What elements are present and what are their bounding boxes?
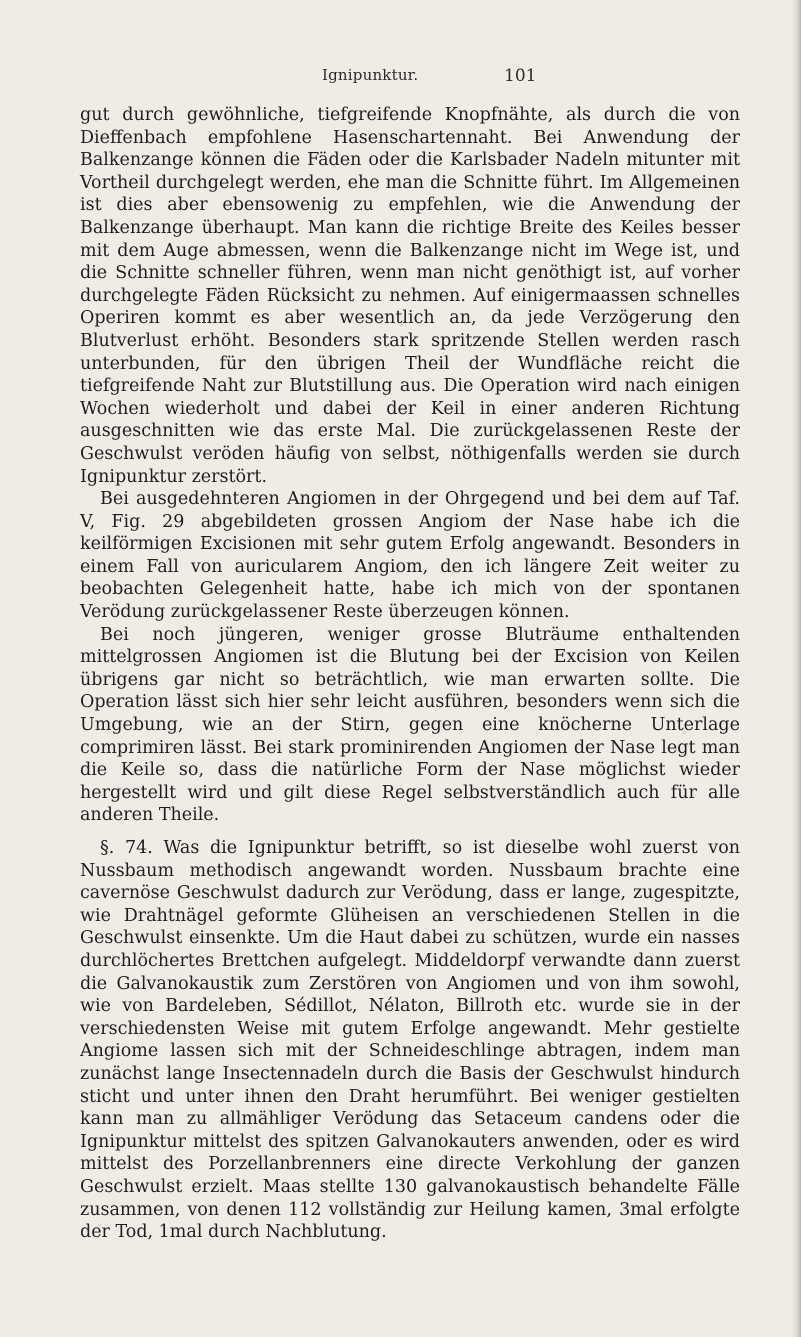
paragraph-young-angiomas: Bei noch jüngeren, weniger grosse Bluträume enthaltenden mittelgrossen Angiomen ist die Blutung bei der Excision von Keilen übrigens gar nicht so beträchtlich, wie man erwarten sollte. Die Operation lässt sich hier sehr leicht ausführen, besonders wenn sich die Umgebung, wie an der Stirn, gegen eine knöcherne Unterlage comprimiren lässt. Bei stark prominirenden Angiomen der Nase legt man die Keile so, dass die natürliche Form der Nase möglichst wieder hergestellt wird und gilt diese Regel selbstverständlich auch für alle anderen Theile. <box>80 624 740 826</box>
paragraph-auricular-angioma: Bei ausgedehnteren Angiomen in der Ohrgegend und bei dem auf Taf. V, Fig. 29 abgebildeten grossen Angiom der Nase habe ich die keilförmigen Excisionen mit sehr gutem Erfolg angewandt. Besonders in einem Fall von auricularem Angiom, den ich längere Zeit weiter zu beobachten Gelegenheit hatte, habe ich mich von der spontanen Verödung zurückgelassener Reste überzeugen können. <box>80 489 740 623</box>
page-edge-shadow <box>791 0 801 1337</box>
body-text <box>80 104 740 1244</box>
paragraph-continued: gut durch gewöhnliche, tiefgreifende Knopfnähte, als durch die von Dieffenbach empfohlene Hasenschartennaht. Bei Anwendung der Balkenzange können die Fäden oder die Karlsbader Nadeln mitunter mit Vortheil durchgelegt werden, ehe man die Schnitte führt. Im Allgemeinen ist dies aber ebensowenig zu empfehlen, wie die Anwendung der Balkenzange überhaupt. Man kann die richtige Breite des Keiles besser mit dem Auge abmessen, wenn die Balkenzange nicht im Wege ist, und die Schnitte schneller führen, wenn man nicht genöthigt ist, auf vorher durchgelegte Fäden Rücksicht zu nehmen. Auf einigermaassen schnelles Operiren kommt es aber wesentlich an, da jede Verzögerung den Blutverlust erhöht. Besonders stark spritzende Stellen werden rasch unterbunden, für den übrigen Theil der Wundfläche reicht die tiefgreifende Naht zur Blutstillung aus. Die Operation wird nach einigen Wochen wiederholt und dabei der Keil in einer anderen Richtung ausgeschnitten wie das erste Mal. Die zurückgelassenen Reste der Geschwulst veröden häufig von selbst, nöthigenfalls werden sie durch Ignipunktur zerstört. <box>80 105 740 487</box>
running-title: Ignipunktur. <box>322 66 419 84</box>
page-number: 101 <box>504 66 537 86</box>
paragraph-section-74: §. 74. Was die Ignipunktur betrifft, so ist dieselbe wohl zuerst von Nussbaum methodisch angewandt worden. Nussbaum brachte eine cavernöse Geschwulst dadurch zur Verödung, dass er lange, zugespitzte, wie Drahtnägel geformte Glüheisen an verschiedenen Stellen in die Geschwulst einsenkte. Um die Haut dabei zu schützen, wurde ein nasses durchlöchertes Brettchen aufgelegt. Middeldorpf verwandte dann zuerst die Galvanokaustik zum Zerstören von Angiomen und von ihm sowohl, wie von Bardeleben, Sédillot, Nélaton, Billroth etc. wurde sie in der verschiedensten Weise mit gutem Erfolge angewandt. Mehr gestielte Angiome lassen sich mit der Schneideschlinge abtragen, indem man zunächst lange Insectennadeln durch die Basis der Geschwulst hindurch sticht und unter ihnen den Draht herumführt. Bei weniger gestielten kann man zu allmähliger Verödung das Setaceum candens oder die Ignipunktur mittelst des spitzen Galvanokauters anwenden, oder es wird mittelst des Porzellanbrenners eine directe Verkohlung der ganzen Geschwulst erzielt. Maas stellte 130 galvanokaustisch behandelte Fälle zusammen, von denen 112 vollständig zur Heilung kamen, 3mal erfolgte der Tod, 1mal durch Nachblutung. <box>80 838 740 1243</box>
page-header <box>0 66 801 96</box>
